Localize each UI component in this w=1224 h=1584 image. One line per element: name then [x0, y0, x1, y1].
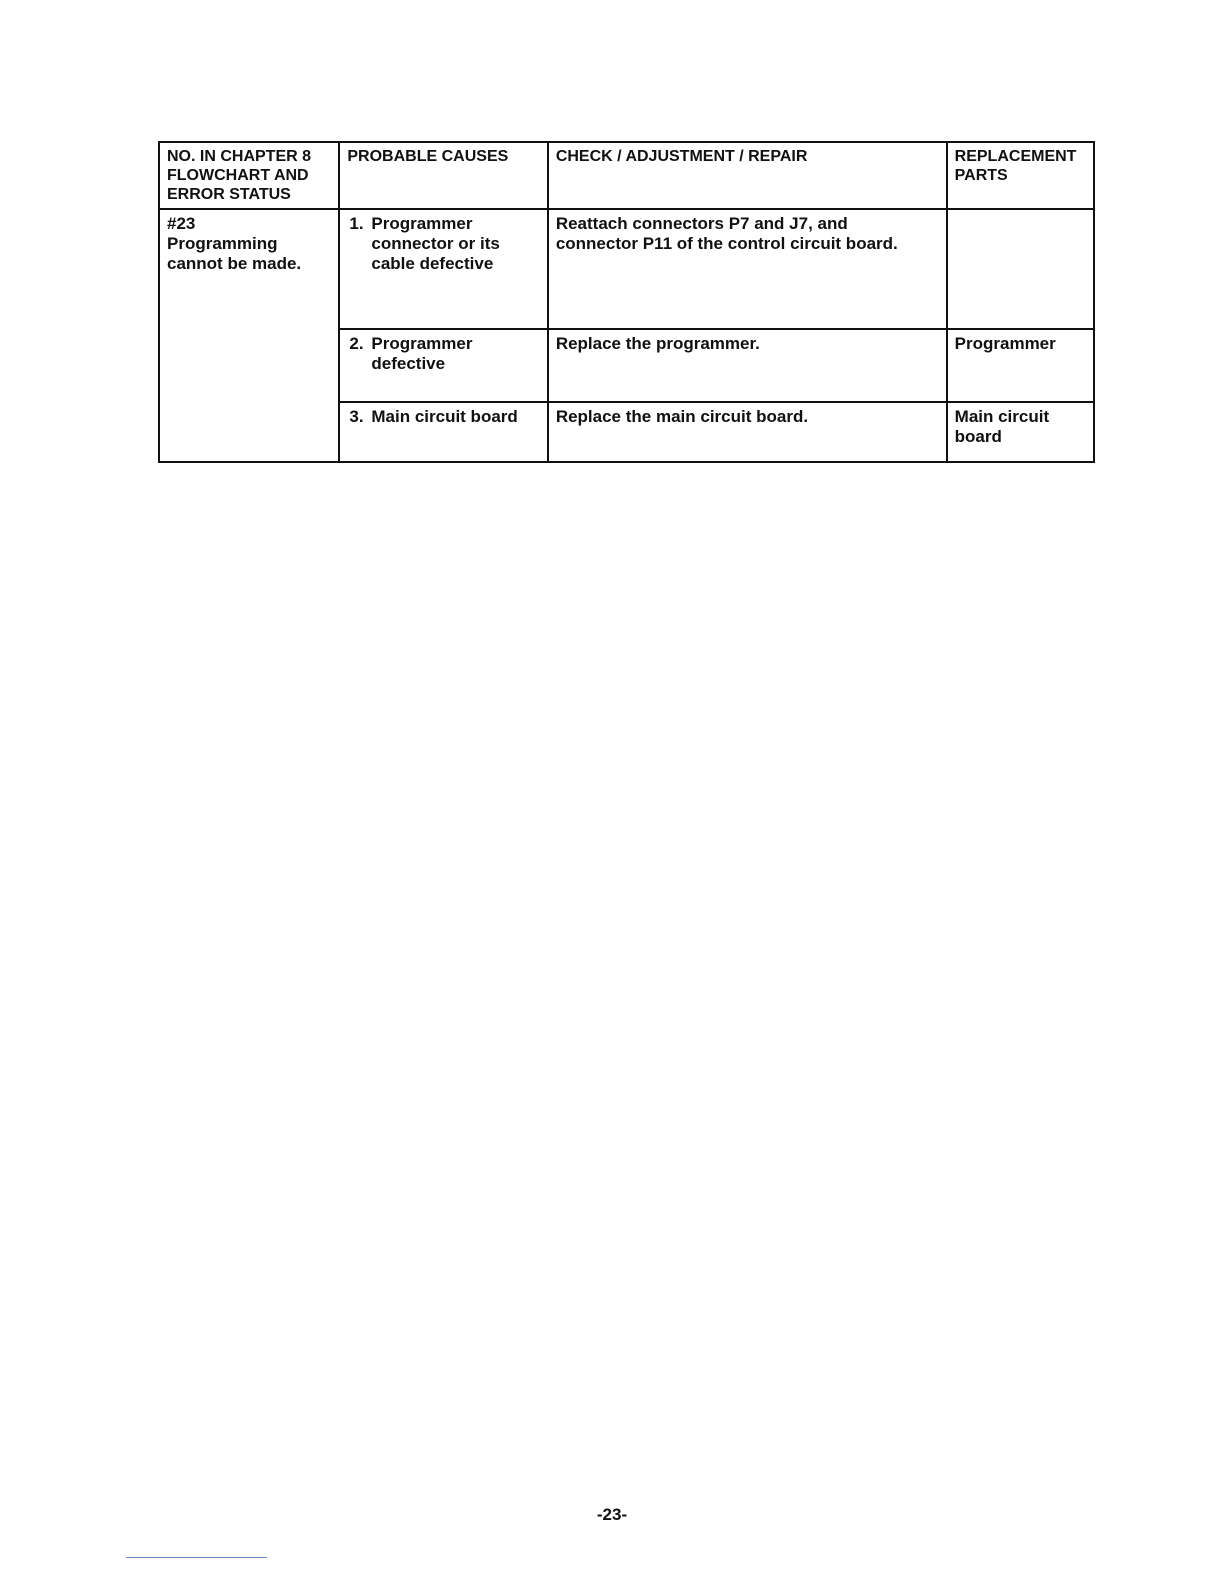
cause-text: Programmer connector or its cable defective [371, 214, 500, 273]
error-status-line: cannot be made. [167, 254, 302, 273]
header-no-line: FLOWCHART AND [167, 167, 309, 184]
check-text-line: Replace the main circuit board. [555, 407, 809, 426]
error-status-cell [159, 209, 339, 462]
page-number: -23- [596, 1505, 628, 1524]
cause-text: Programmer defective [371, 334, 473, 373]
cause-item [347, 407, 539, 427]
header-error-status [159, 142, 339, 209]
check-cell [548, 329, 947, 402]
header-parts-line: PARTS [954, 167, 1008, 184]
header-row [159, 142, 1094, 209]
header-no-line: NO. IN CHAPTER 8 [167, 148, 312, 165]
table-row [159, 209, 1094, 329]
cause-number: 3. [349, 407, 364, 426]
check-text-line: Replace the programmer. [555, 334, 760, 353]
cause-item [347, 334, 539, 374]
check-cell [548, 209, 947, 329]
check-text-line: connector P11 of the control circuit board. [555, 234, 898, 253]
cause-cell [339, 402, 547, 462]
footnote-rule [126, 1557, 267, 1558]
cause-text: Main circuit board [371, 407, 518, 426]
cause-item [347, 214, 539, 274]
error-number: #23 [167, 214, 196, 233]
header-check-adjustment-repair: CHECK / ADJUSTMENT / REPAIR [548, 142, 947, 209]
header-probable-causes: PROBABLE CAUSES [339, 142, 547, 209]
header-no-line: ERROR STATUS [167, 186, 291, 203]
replacement-part-cell [947, 209, 1094, 329]
cause-cell [339, 329, 547, 402]
troubleshooting-table [158, 141, 1095, 463]
replacement-part-cell: Main circuit board [947, 402, 1094, 462]
cause-number: 1. [349, 214, 364, 233]
cause-number: 2. [349, 334, 364, 353]
header-parts-line: REPLACEMENT [954, 148, 1077, 165]
header-replacement-parts [947, 142, 1094, 209]
cause-cell [339, 209, 547, 329]
error-status-line: Programming [167, 234, 278, 253]
check-cell [548, 402, 947, 462]
check-text-line: Reattach connectors P7 and J7, and [555, 214, 848, 233]
replacement-part-cell: Programmer [947, 329, 1094, 402]
